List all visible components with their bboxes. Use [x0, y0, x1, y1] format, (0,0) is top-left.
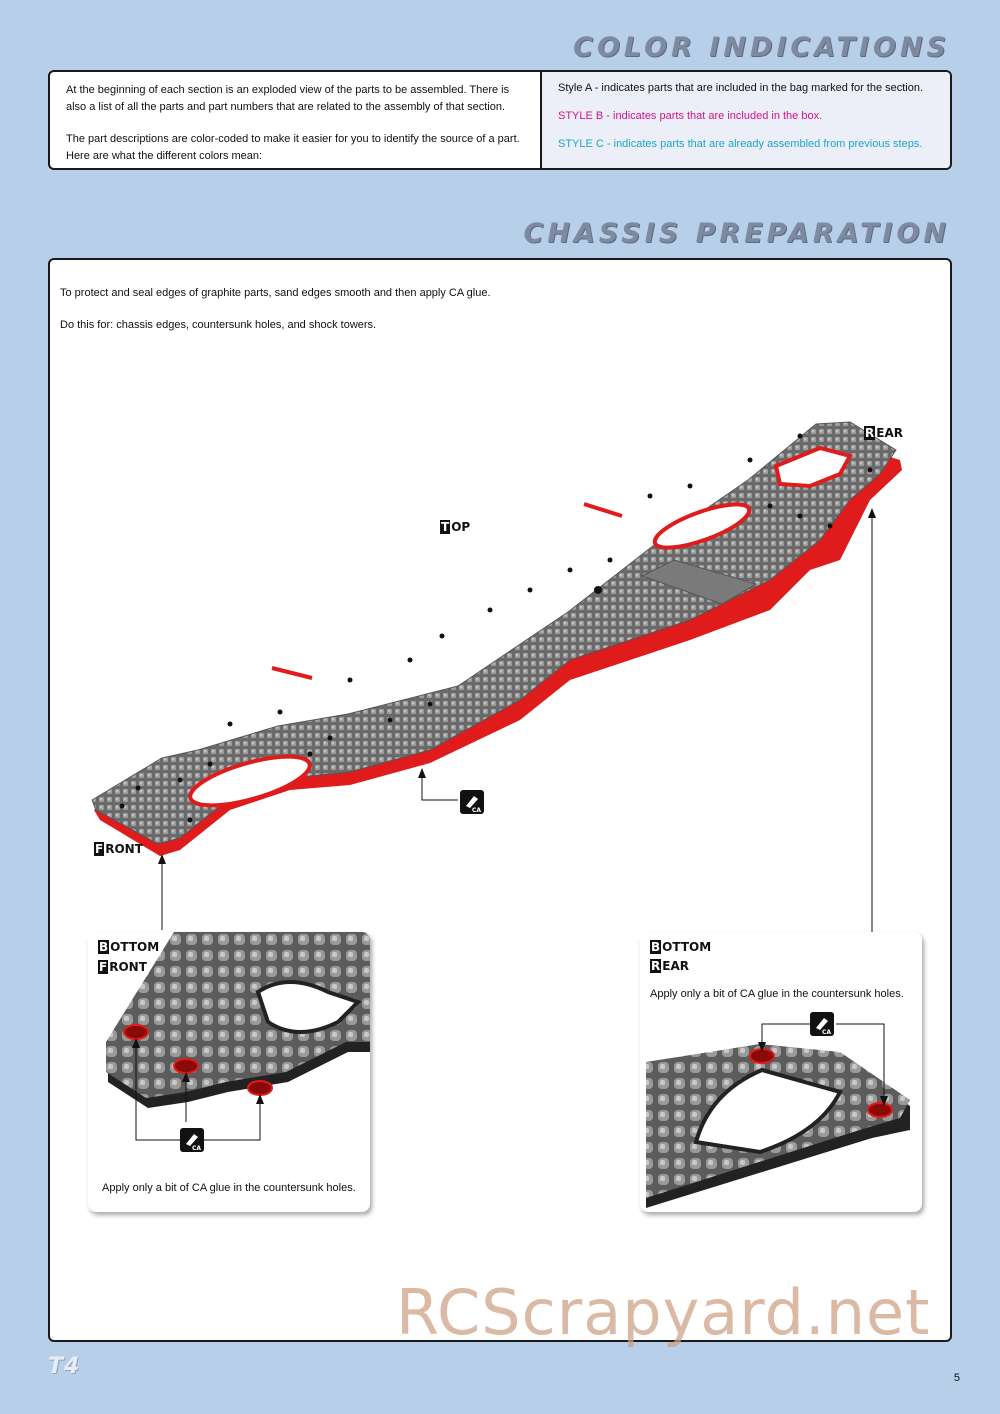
label-top: T OP: [441, 520, 471, 534]
watermark: RCScrapyard.net: [396, 1276, 931, 1349]
label-front: F RONT: [95, 842, 143, 856]
color-indications-heading: COLOR INDICATIONS: [573, 32, 950, 63]
detail-rear-note: Apply only a bit of CA glue in the countersunk holes.: [650, 988, 904, 1000]
svg-text:CA: CA: [472, 807, 482, 814]
detail-front-note: Apply only a bit of CA glue in the countersunk holes.: [102, 1182, 356, 1194]
style-b-text: STYLE B - indicates parts that are included in the box.: [558, 110, 823, 122]
chassis-preparation-panel: [48, 258, 952, 1342]
detail-front-illustration: [88, 932, 370, 1212]
color-legend: [542, 72, 950, 168]
color-intro-para1: At the beginning of each section is an exploded view of the parts to be assembled. There is also a list of all the parts and part numbers that are related to the assembly of that section.: [66, 84, 510, 113]
svg-text:CA: CA: [192, 1145, 202, 1152]
detail-rear-label-line2: R EAR: [651, 959, 689, 973]
instruction-apply-to: Do this for: chassis edges, countersunk holes, and shock towers.: [60, 319, 377, 331]
color-indications-box: [48, 70, 952, 170]
style-a-text: Style A - indicates parts that are included in the bag marked for the section.: [558, 82, 924, 94]
instruction-sand-edges: To protect and seal edges of graphite parts, sand edges smooth and then apply CA glue.: [60, 287, 491, 299]
chassis-preparation-heading: CHASSIS PREPARATION: [523, 218, 950, 249]
style-c-text: STYLE C - indicates parts that are already assembled from previous steps.: [558, 138, 923, 150]
detail-bottom-rear: [640, 932, 922, 1212]
detail-bottom-front: [88, 932, 370, 1212]
color-intro-para2: The part descriptions are color-coded to make it easier for you to identify the source of a part. Here are what the different colors mean:: [66, 133, 520, 162]
color-intro: [50, 72, 542, 168]
ca-glue-icon: [460, 790, 484, 814]
ca-glue-icon: [180, 1128, 204, 1152]
detail-front-label-line1: B OTTOM: [99, 940, 160, 954]
detail-rear-illustration: [640, 932, 922, 1212]
svg-text:CA: CA: [822, 1029, 832, 1036]
detail-front-label-line2: F RONT: [99, 960, 147, 974]
ca-glue-icon: [810, 1012, 834, 1036]
page-number: 5: [953, 1372, 960, 1384]
t4-logo: T4: [48, 1354, 81, 1379]
detail-rear-label-line1: B OTTOM: [651, 940, 712, 954]
label-rear: R EAR: [865, 426, 903, 440]
